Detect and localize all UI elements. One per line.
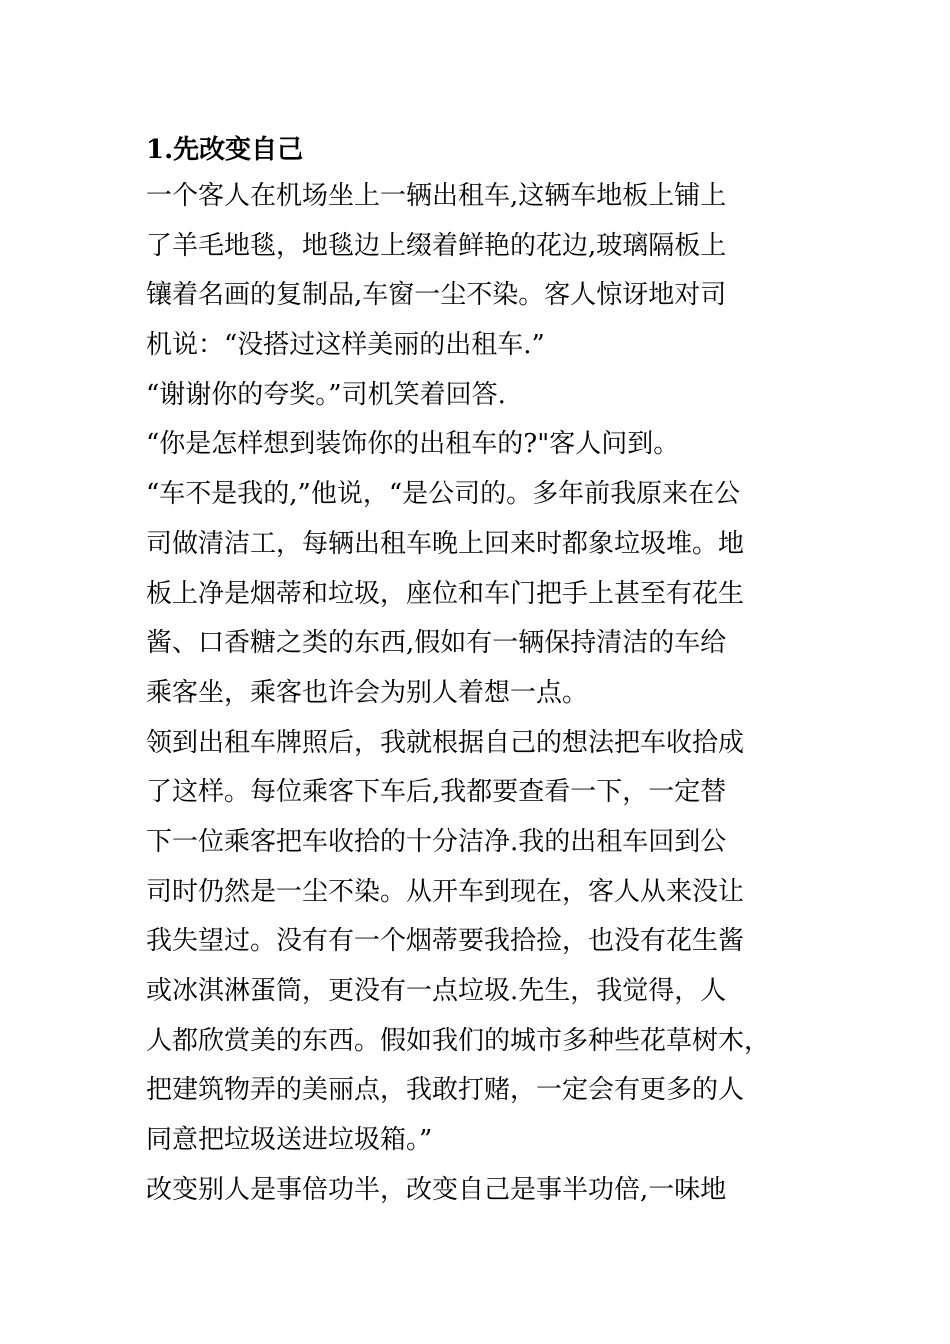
text-line: “你是怎样想到装饰你的出租车的?"客人问到。 [146,429,680,460]
text-line: “谢谢你的夸奖。”司机笑着回答. [146,379,506,410]
text-line: 镶着名画的复制品,车窗一尘不染。客人惊讶地对司 [146,280,727,311]
document-body [146,128,836,1215]
text-line: 机说：“没搭过这样美丽的出租车.” [146,330,545,361]
text-line: 酱、口香糖之类的东西,假如有一辆保持清洁的车给 [146,628,727,659]
text-line: “车不是我的,”他说，“是公司的。多年前我原来在公 [146,479,741,510]
text-line: 改变别人是事倍功半，改变自己是事半功倍,一味地 [146,1174,727,1205]
text-line: 同意把垃圾送进垃圾箱。” [146,1125,433,1156]
text-line: 人都欣赏美的东西。假如我们的城市多种些花草树木， [146,1025,771,1056]
section-title: 1.先改变自己 [146,135,304,165]
text-line: 板上净是烟蒂和垃圾，座位和车门把手上甚至有花生 [146,578,745,609]
text-line: 下一位乘客把车收拾的十分洁净.我的出租车回到公 [146,826,727,857]
text-line: 司时仍然是一尘不染。从开车到现在，客人从来没让 [146,876,745,907]
text-line: 把建筑物弄的美丽点，我敢打赌，一定会有更多的人 [146,1075,745,1106]
text-line: 乘客坐，乘客也许会为别人着想一点。 [146,677,589,708]
text-line: 了羊毛地毯，地毯边上缀着鲜艳的花边,玻璃隔板上 [146,230,727,261]
text-line: 一个客人在机场坐上一辆出租车,这辆车地板上铺上 [146,181,727,211]
text-line: 司做清洁工，每辆出租车晚上回来时都象垃圾堆。地 [146,528,745,559]
text-line: 领到出租车牌照后，我就根据自己的想法把车收拾成 [146,727,745,758]
text-line: 了这样。每位乘客下车后,我都要查看一下，一定替 [146,777,727,808]
text-line: 我失望过。没有有一个烟蒂要我拾捡，也没有花生酱 [146,926,745,957]
text-line: 或冰淇淋蛋筒，更没有一点垃圾.先生，我觉得，人 [146,976,727,1006]
